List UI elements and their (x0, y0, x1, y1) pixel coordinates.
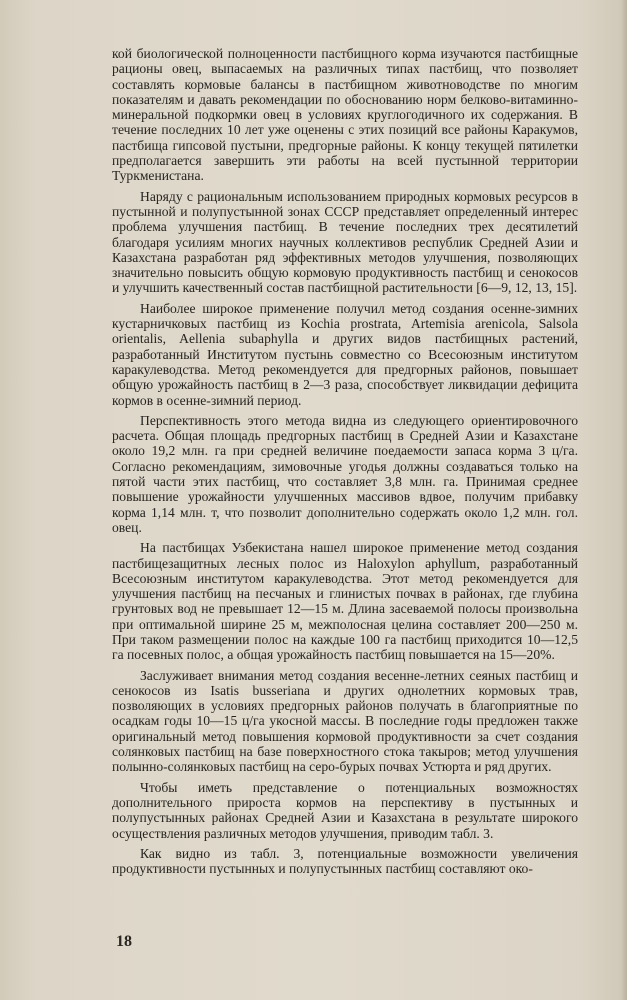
paragraph-3: Наиболее широкое применение получил метод создания осенне-зимних кустарничковых пастбищ из Kochia prostrata, Artemisia arenicola, Salsola orientalis, Aellenia subaphylla и других видов пастбищных растений, разработанный Институтом пустынь совместно со Всесоюзным институтом каракулеводства. Метод рекомендуется для предгорных районов, повышает общую урожайность пастбищ в 2—3 раза, способствует ликвидации дефицита кормов в осенне-зимний период. (112, 300, 578, 408)
body-text (112, 46, 578, 876)
paragraph-8: Как видно из табл. 3, потенциальные возможности увеличения продуктивности пустынных и полупустынных пастбищ составляют око- (112, 845, 578, 877)
paragraph-2: Наряду с рациональным использованием природных кормовых ресурсов в пустынной и полупустынной зонах СССР представляет определенный интерес проблема улучшения пастбищ. В течение последних трех десятилетий благодаря усилиям многих научных коллективов республик Средней Азии и Казахстана разработан ряд эффективных методов улучшения, позволяющих значительно повысить общую кормовую продуктивность пастбищ и сенокосов и улучшить качественный состав пастбищной растительности [6—9, 12, 13, 15]. (112, 188, 578, 296)
paragraph-6: Заслуживает внимания метод создания весенне-летних сеяных пастбищ и сенокосов из Isatis busseriana и других однолетних кормовых трав, позволяющих в условиях предгорных районов получать в благоприятные по осадкам годы 10—15 ц/га укосной массы. В последние годы предложен также оригинальный метод повышения кормовой продуктивности за счет создания солянковых пастбищ на базе поверхностного стока такыров; метод улучшения полынно-солянковых пастбищ на серо-бурых почвах Устюрта и ряд других. (112, 667, 578, 775)
paragraph-1: кой биологической полноценности пастбищного корма изучаются пастбищные рационы овец, выпасаемых на различных типах пастбищ, что позволяет составлять кормовые балансы в пастбищном животноводстве по многим показателям и давать рекомендации по обоснованию норм белково-витаминно-минеральной подкормки овец в условиях круглогодичного их содержания. В течение последних 10 лет уже оценены с этих позиций все районы Каракумов, пастбища гипсовой пустыни, предгорные районы. К концу текущей пятилетки предполагается завершить эти работы на всей пустынной территории Туркменистана. (112, 46, 578, 184)
page-edge-shadow (621, 0, 627, 1000)
paragraph-7: Чтобы иметь представление о потенциальных возможностях дополнительного прироста кормов на перспективу в пустынных и полупустынных районах Средней Азии и Казахстана в результате широкого осуществления различных методов улучшения, приводим табл. 3. (112, 779, 578, 841)
paragraph-4: Перспективность этого метода видна из следующего ориентировочного расчета. Общая площадь предгорных пастбищ в Средней Азии и Казахстане около 19,2 млн. га при средней величине поедаемости запаса корма 3 ц/га. Согласно рекомендациям, зимовочные угодья должны создаваться только на пятой части этих пастбищ, что составляет 3,8 млн. га. Принимая среднее повышение урожайности улучшенных массивов вдвое, получим прибавку корма 1,14 млн. т, что позволит дополнительно содержать около 1,2 млн. гол. овец. (112, 412, 578, 535)
page-number: 18 (116, 933, 132, 950)
paragraph-5: На пастбищах Узбекистана нашел широкое применение метод создания пастбищезащитных лесных полос из Haloxylon aphyllum, разработанный Всесоюзным институтом каракулеводства. Этот метод рекомендуется для улучшения пастбищ на песчаных и глинистых почвах в районах, где глубина грунтовых вод не превышает 12—15 м. Длина засеваемой полосы произвольна при оптимальной ширине 25 м, межполосная целина составляет 200—250 м. При таком размещении полос на каждые 100 га пастбищ приходится 10—12,5 га посевных полос, а общая урожайность пастбищ повышается на 15—20%. (112, 540, 578, 663)
